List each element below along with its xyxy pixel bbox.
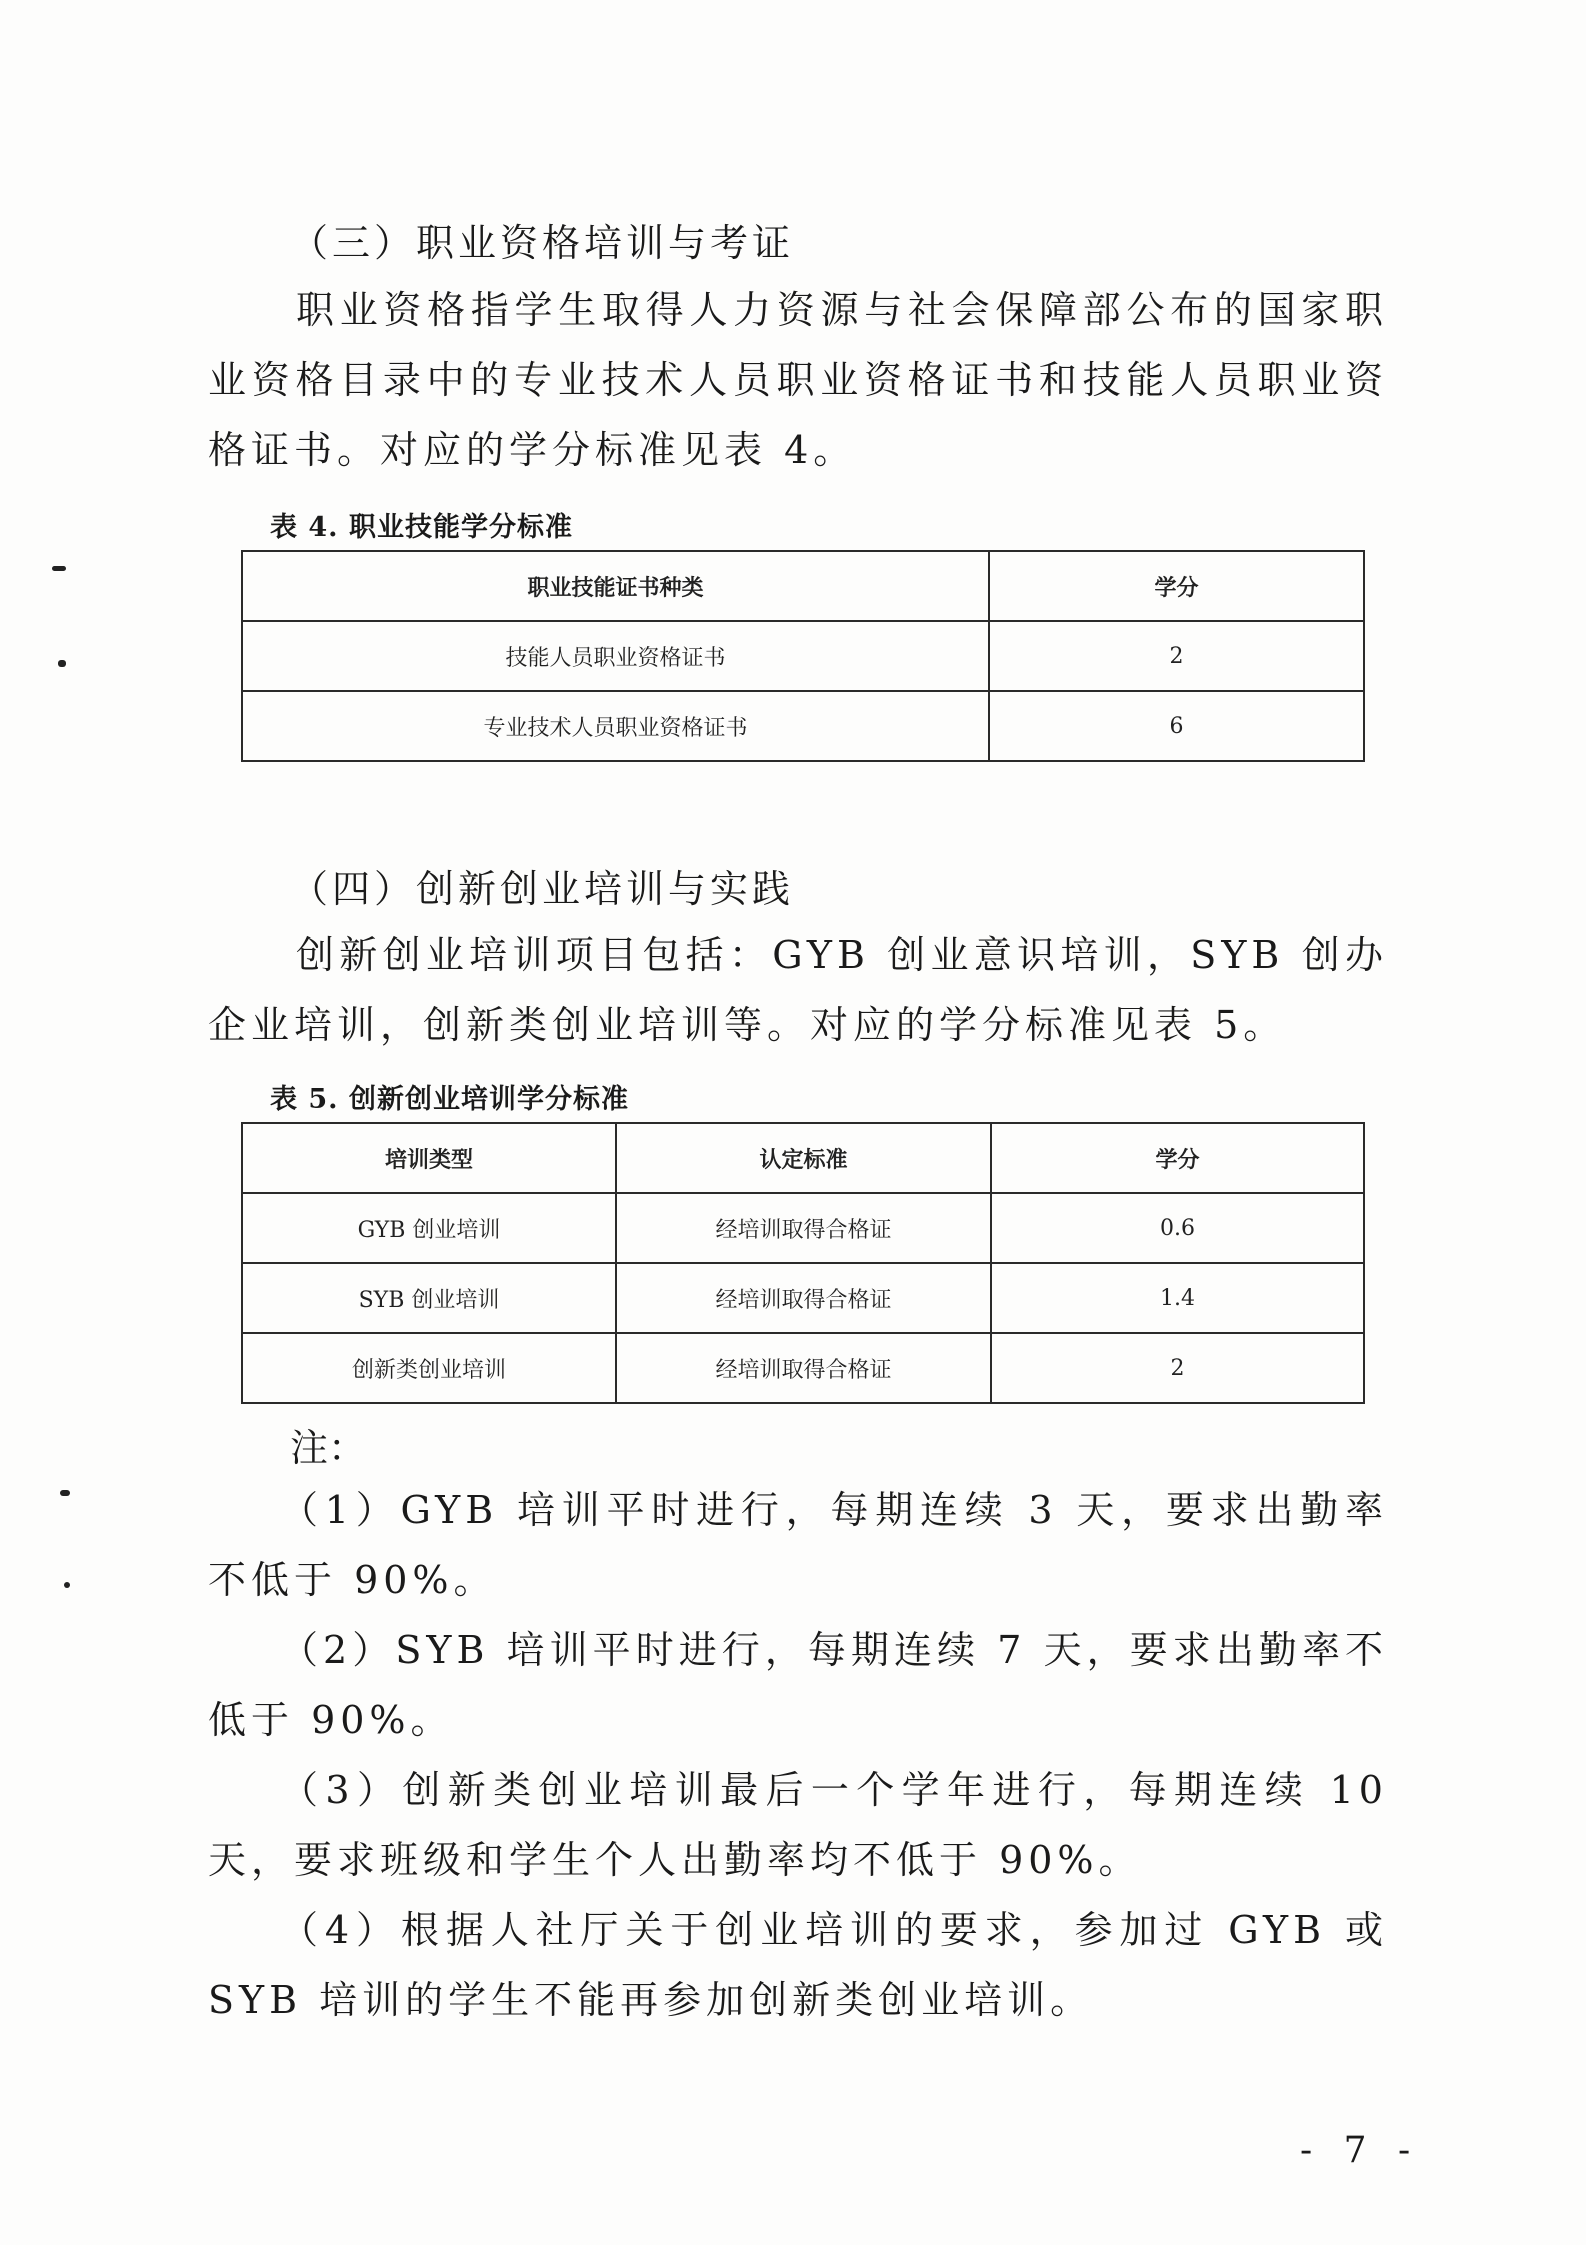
note-item: （2）SYB 培训平时进行，每期连续 7 天，要求出勤率不低于 90%。 (208, 1628, 1388, 1742)
scan-mark (64, 1582, 70, 1588)
note-item: （4）根据人社厅关于创业培训的要求，参加过 GYB 或 SYB 培训的学生不能再参加创新类创业培训。 (208, 1908, 1388, 2022)
table-header-row (242, 1123, 1364, 1193)
table-header-cell: 认定标准 (616, 1123, 991, 1193)
section-3-paragraph: 职业资格指学生取得人力资源与社会保障部公布的国家职业资格目录中的专业技术人员职业资格证书和技能人员职业资格证书。对应的学分标准见表 4。 (208, 288, 1388, 472)
table-header-cell: 学分 (991, 1123, 1364, 1193)
scan-mark (60, 1490, 70, 1496)
table-4 (241, 550, 1365, 762)
section-3-heading: （三）职业资格培训与考证 (290, 221, 795, 265)
table-header-cell: 职业技能证书种类 (242, 551, 989, 621)
table-cell: GYB 创业培训 (242, 1193, 616, 1263)
table-row (242, 1263, 1364, 1333)
table-cell: 经培训取得合格证 (616, 1263, 991, 1333)
note-item: （1）GYB 培训平时进行，每期连续 3 天，要求出勤率不低于 90%。 (208, 1488, 1388, 1602)
section-4-paragraph: 创新创业培训项目包括：GYB 创业意识培训，SYB 创办企业培训，创新类创业培训等。对应的学分标准见表 5。 (208, 933, 1388, 1047)
table-5-caption: 表 5. 创新创业培训学分标准 (270, 1084, 629, 1115)
table-header-cell: 培训类型 (242, 1123, 616, 1193)
table-cell: 技能人员职业资格证书 (242, 621, 989, 691)
table-cell: 6 (989, 691, 1364, 761)
table-cell: 专业技术人员职业资格证书 (242, 691, 989, 761)
scan-mark (58, 660, 66, 667)
table-row (242, 691, 1364, 761)
table-cell: 经培训取得合格证 (616, 1193, 991, 1263)
table-row (242, 1193, 1364, 1263)
table-header-row (242, 551, 1364, 621)
note-item: （3）创新类创业培训最后一个学年进行，每期连续 10 天，要求班级和学生个人出勤率均不低于 90%。 (208, 1768, 1388, 1882)
table-4-caption: 表 4. 职业技能学分标准 (270, 512, 573, 543)
scan-mark (52, 566, 66, 571)
table-row (242, 621, 1364, 691)
page-number: - 7 - (1300, 2130, 1421, 2171)
table-row (242, 1333, 1364, 1403)
table-cell: 1.4 (991, 1263, 1364, 1333)
notes-label: 注： (290, 1426, 367, 1470)
table-cell: 经培训取得合格证 (616, 1333, 991, 1403)
table-cell: 2 (991, 1333, 1364, 1403)
section-4-heading: （四）创新创业培训与实践 (290, 867, 795, 911)
table-5 (241, 1122, 1365, 1404)
table-cell: 0.6 (991, 1193, 1364, 1263)
table-cell: 创新类创业培训 (242, 1333, 616, 1403)
table-cell: 2 (989, 621, 1364, 691)
table-cell: SYB 创业培训 (242, 1263, 616, 1333)
table-header-cell: 学分 (989, 551, 1364, 621)
